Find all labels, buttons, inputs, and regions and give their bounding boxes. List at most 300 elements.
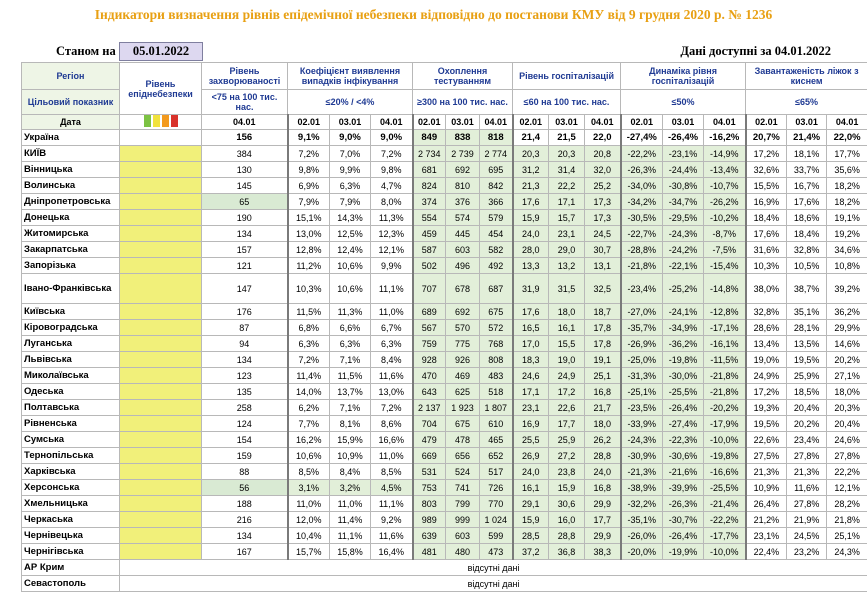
d-value-cell: -35,1% [621, 512, 663, 528]
o-value-cell: 20,3% [827, 400, 867, 416]
region-name: Одеська [22, 384, 120, 400]
t-value-cell: 669 [413, 448, 446, 464]
o-value-cell: 15,5% [746, 178, 787, 194]
table-row [22, 130, 867, 146]
h-value-cell: 16,0 [549, 512, 585, 528]
d-value-cell: -23,5% [621, 400, 663, 416]
t-value-cell: 799 [446, 496, 480, 512]
h-value-cell: 17,3 [585, 210, 621, 226]
t-value-cell: 567 [413, 320, 446, 336]
morbidity-cell: 159 [202, 448, 288, 464]
o-value-cell: 25,9% [787, 368, 827, 384]
header-testing: Охоплення тестуванням [413, 63, 513, 90]
d-value-cell: -25,2% [663, 274, 704, 304]
c-value-cell: 11,5% [288, 304, 330, 320]
region-name: Запорізька [22, 258, 120, 274]
o-value-cell: 18,1% [787, 146, 827, 162]
t-value-cell: 770 [480, 496, 513, 512]
c-value-cell: 9,0% [371, 130, 413, 146]
h-value-cell: 15,9 [513, 512, 549, 528]
o-value-cell: 18,5% [787, 384, 827, 400]
c-value-cell: 6,8% [288, 320, 330, 336]
d-value-cell: -30,8% [663, 178, 704, 194]
morbidity-cell: 121 [202, 258, 288, 274]
d-value-cell: -21,8% [621, 258, 663, 274]
o-value-cell: 17,2% [746, 146, 787, 162]
table-row [22, 304, 867, 320]
t-value-cell: 818 [480, 130, 513, 146]
level-cell [120, 146, 202, 162]
d-value-cell: -26,2% [704, 194, 746, 210]
c-value-cell: 11,5% [330, 368, 371, 384]
t-value-cell: 376 [446, 194, 480, 210]
morbidity-cell: 216 [202, 512, 288, 528]
t-value-cell: 687 [480, 274, 513, 304]
d-value-cell: -22,1% [663, 258, 704, 274]
h-value-cell: 20,3 [513, 146, 549, 162]
level-cell [120, 528, 202, 544]
level-cell [120, 226, 202, 242]
t-value-cell: 478 [446, 432, 480, 448]
level-cell [120, 242, 202, 258]
table-row [22, 146, 867, 162]
legend-swatch [153, 115, 160, 127]
h-value-cell: 17,3 [585, 194, 621, 210]
t-value-cell: 675 [446, 416, 480, 432]
morbidity-cell: 176 [202, 304, 288, 320]
o-value-cell: 22,6% [746, 432, 787, 448]
d-value-cell: -21,4% [704, 496, 746, 512]
target-hospitalization: ≤60 на 100 тис. нас. [513, 90, 621, 115]
h-value-cell: 38,3 [585, 544, 621, 560]
c-value-cell: 12,5% [330, 226, 371, 242]
t-value-cell: 675 [480, 304, 513, 320]
t-value-cell: 518 [480, 384, 513, 400]
d-value-cell: -26,4% [663, 400, 704, 416]
t-value-cell: 681 [413, 162, 446, 178]
h-value-cell: 24,0 [513, 464, 549, 480]
c-value-cell: 11,3% [371, 210, 413, 226]
o-value-cell: 19,0% [746, 352, 787, 368]
date-column-header: 04.01 [585, 115, 621, 130]
c-value-cell: 7,2% [288, 352, 330, 368]
missing-data-cell: відсутні дані [120, 560, 867, 576]
t-value-cell: 587 [413, 242, 446, 258]
c-value-cell: 16,4% [371, 544, 413, 560]
c-value-cell: 11,4% [288, 368, 330, 384]
c-value-cell: 15,9% [330, 432, 371, 448]
d-value-cell: -30,6% [663, 448, 704, 464]
d-value-cell: -8,7% [704, 226, 746, 242]
h-value-cell: 36,8 [549, 544, 585, 560]
h-value-cell: 25,2 [585, 178, 621, 194]
h-value-cell: 31,2 [513, 162, 549, 178]
table-row [22, 512, 867, 528]
h-value-cell: 15,7 [549, 210, 585, 226]
h-value-cell: 30,7 [585, 242, 621, 258]
h-value-cell: 18,0 [549, 304, 585, 320]
d-value-cell: -27,4% [621, 130, 663, 146]
level-cell [120, 210, 202, 226]
header-detection: Коефіцієнт виявлення випадків інфікування [288, 63, 413, 90]
o-value-cell: 27,8% [827, 448, 867, 464]
c-value-cell: 4,5% [371, 480, 413, 496]
d-value-cell: -17,7% [704, 528, 746, 544]
c-value-cell: 9,1% [288, 130, 330, 146]
o-value-cell: 17,6% [746, 226, 787, 242]
header-hosp-dynamics: Динаміка рівня госпіталізацій [621, 63, 746, 90]
header-date: Дата [22, 115, 120, 130]
level-cell [120, 432, 202, 448]
o-value-cell: 18,2% [827, 178, 867, 194]
d-value-cell: -36,2% [663, 336, 704, 352]
level-legend [120, 115, 202, 130]
t-value-cell: 366 [480, 194, 513, 210]
o-value-cell: 27,1% [827, 368, 867, 384]
level-cell [120, 130, 202, 146]
c-value-cell: 12,1% [371, 242, 413, 258]
o-value-cell: 31,6% [746, 242, 787, 258]
o-value-cell: 35,6% [827, 162, 867, 178]
c-value-cell: 9,2% [371, 512, 413, 528]
o-value-cell: 19,3% [746, 400, 787, 416]
h-value-cell: 17,7 [585, 512, 621, 528]
morbidity-cell: 190 [202, 210, 288, 226]
h-value-cell: 25,9 [549, 432, 585, 448]
d-value-cell: -26,4% [663, 528, 704, 544]
header-oxygen-beds: Завантаженість ліжок з киснем [746, 63, 867, 90]
c-value-cell: 8,6% [371, 416, 413, 432]
t-value-cell: 753 [413, 480, 446, 496]
c-value-cell: 6,3% [330, 336, 371, 352]
d-value-cell: -26,4% [663, 130, 704, 146]
t-value-cell: 465 [480, 432, 513, 448]
t-value-cell: 692 [446, 162, 480, 178]
o-value-cell: 32,6% [746, 162, 787, 178]
d-value-cell: -22,2% [621, 146, 663, 162]
h-value-cell: 23,8 [549, 464, 585, 480]
o-value-cell: 25,1% [827, 528, 867, 544]
h-value-cell: 26,9 [513, 448, 549, 464]
missing-data-cell: відсутні дані [120, 576, 867, 592]
t-value-cell: 479 [413, 432, 446, 448]
c-value-cell: 6,3% [330, 178, 371, 194]
level-cell [120, 416, 202, 432]
t-value-cell: 554 [413, 210, 446, 226]
h-value-cell: 15,9 [549, 480, 585, 496]
level-cell [120, 352, 202, 368]
c-value-cell: 7,2% [371, 400, 413, 416]
morbidity-cell: 135 [202, 384, 288, 400]
c-value-cell: 8,4% [330, 464, 371, 480]
o-value-cell: 33,7% [787, 162, 827, 178]
level-cell [120, 480, 202, 496]
o-value-cell: 23,1% [746, 528, 787, 544]
region-name: КИЇВ [22, 146, 120, 162]
t-value-cell: 2 137 [413, 400, 446, 416]
region-name: Кіровоградська [22, 320, 120, 336]
c-value-cell: 7,7% [288, 416, 330, 432]
table-row [22, 528, 867, 544]
c-value-cell: 10,6% [330, 274, 371, 304]
d-value-cell: -23,1% [663, 146, 704, 162]
d-value-cell: -35,7% [621, 320, 663, 336]
c-value-cell: 6,2% [288, 400, 330, 416]
table-row [22, 368, 867, 384]
d-value-cell: -30,0% [663, 368, 704, 384]
table-row [22, 352, 867, 368]
t-value-cell: 445 [446, 226, 480, 242]
d-value-cell: -24,4% [663, 162, 704, 178]
h-value-cell: 17,0 [513, 336, 549, 352]
t-value-cell: 579 [480, 210, 513, 226]
t-value-cell: 926 [446, 352, 480, 368]
c-value-cell: 11,4% [330, 512, 371, 528]
d-value-cell: -20,0% [621, 544, 663, 560]
o-value-cell: 10,5% [787, 258, 827, 274]
region-name: Закарпатська [22, 242, 120, 258]
t-value-cell: 374 [413, 194, 446, 210]
d-value-cell: -27,4% [663, 416, 704, 432]
c-value-cell: 16,6% [371, 432, 413, 448]
morbidity-cell: 188 [202, 496, 288, 512]
d-value-cell: -19,8% [704, 448, 746, 464]
t-value-cell: 656 [446, 448, 480, 464]
d-value-cell: -34,2% [621, 194, 663, 210]
d-value-cell: -24,3% [663, 226, 704, 242]
h-value-cell: 26,2 [585, 432, 621, 448]
region-name: АР Крим [22, 560, 120, 576]
t-value-cell: 775 [446, 336, 480, 352]
level-cell [120, 368, 202, 384]
t-value-cell: 1 807 [480, 400, 513, 416]
region-name: Волинська [22, 178, 120, 194]
t-value-cell: 570 [446, 320, 480, 336]
h-value-cell: 21,3 [513, 178, 549, 194]
c-value-cell: 12,8% [288, 242, 330, 258]
d-value-cell: -26,3% [663, 496, 704, 512]
h-value-cell: 28,8 [549, 528, 585, 544]
d-value-cell: -19,8% [663, 352, 704, 368]
d-value-cell: -31,3% [621, 368, 663, 384]
d-value-cell: -21,3% [621, 464, 663, 480]
d-value-cell: -22,3% [663, 432, 704, 448]
page-title: Індикатори визначення рівнів епідемічної небезпеки відповідно до постанови КМУ від 9 грудня 2020 р. № 1236 [94, 7, 773, 22]
table-row [22, 464, 867, 480]
c-value-cell: 3,2% [330, 480, 371, 496]
t-value-cell: 473 [480, 544, 513, 560]
o-value-cell: 39,2% [827, 274, 867, 304]
o-value-cell: 26,4% [746, 496, 787, 512]
as-of-date: 05.01.2022 [119, 42, 203, 61]
h-value-cell: 17,1 [513, 384, 549, 400]
header-hospitalization: Рівень госпіталізацій [513, 63, 621, 90]
t-value-cell: 454 [480, 226, 513, 242]
morbidity-cell: 130 [202, 162, 288, 178]
t-value-cell: 517 [480, 464, 513, 480]
o-value-cell: 34,6% [827, 242, 867, 258]
h-value-cell: 21,5 [549, 130, 585, 146]
region-name: Черкаська [22, 512, 120, 528]
t-value-cell: 726 [480, 480, 513, 496]
t-value-cell: 524 [446, 464, 480, 480]
t-value-cell: 692 [446, 304, 480, 320]
c-value-cell: 7,9% [288, 194, 330, 210]
o-value-cell: 20,4% [827, 416, 867, 432]
morbidity-cell: 123 [202, 368, 288, 384]
date-column-header: 02.01 [621, 115, 663, 130]
h-value-cell: 24,0 [585, 464, 621, 480]
as-of-label: Станом на [56, 44, 116, 58]
h-value-cell: 29,0 [549, 242, 585, 258]
table-row [22, 336, 867, 352]
header-region: Регіон [22, 63, 120, 90]
morbidity-cell: 65 [202, 194, 288, 210]
h-value-cell: 22,2 [549, 178, 585, 194]
c-value-cell: 10,6% [288, 448, 330, 464]
target-morbidity: <75 на 100 тис. нас. [202, 90, 288, 115]
c-value-cell: 6,3% [371, 336, 413, 352]
table-row [22, 384, 867, 400]
o-value-cell: 24,9% [746, 368, 787, 384]
region-name: Львівська [22, 352, 120, 368]
c-value-cell: 6,6% [330, 320, 371, 336]
c-value-cell: 9,9% [330, 162, 371, 178]
region-name: Івано-Франківська [22, 274, 120, 304]
t-value-cell: 603 [446, 528, 480, 544]
c-value-cell: 9,8% [371, 162, 413, 178]
table-row [22, 194, 867, 210]
o-value-cell: 22,2% [827, 464, 867, 480]
c-value-cell: 13,7% [330, 384, 371, 400]
d-value-cell: -24,2% [663, 242, 704, 258]
region-name: Миколаївська [22, 368, 120, 384]
target-hosp-dynamics: ≤50% [621, 90, 746, 115]
d-value-cell: -25,1% [621, 384, 663, 400]
morbidity-cell: 145 [202, 178, 288, 194]
c-value-cell: 11,0% [288, 496, 330, 512]
h-value-cell: 28,0 [513, 242, 549, 258]
d-value-cell: -15,4% [704, 258, 746, 274]
d-value-cell: -21,8% [704, 384, 746, 400]
o-value-cell: 17,7% [827, 146, 867, 162]
c-value-cell: 4,7% [371, 178, 413, 194]
h-value-cell: 25,1 [585, 368, 621, 384]
level-color-legend [144, 115, 178, 127]
table-row [22, 242, 867, 258]
d-value-cell: -14,9% [704, 146, 746, 162]
d-value-cell: -33,9% [621, 416, 663, 432]
h-value-cell: 16,9 [513, 416, 549, 432]
d-value-cell: -32,2% [621, 496, 663, 512]
t-value-cell: 842 [480, 178, 513, 194]
date-column-header: 02.01 [288, 115, 330, 130]
o-value-cell: 21,2% [746, 512, 787, 528]
c-value-cell: 11,0% [330, 496, 371, 512]
d-value-cell: -23,4% [621, 274, 663, 304]
region-name: Україна [22, 130, 120, 146]
c-value-cell: 11,6% [371, 528, 413, 544]
header-level: Рівень епіднебезпеки [120, 63, 202, 115]
c-value-cell: 13,0% [371, 384, 413, 400]
o-value-cell: 38,0% [746, 274, 787, 304]
table-row [22, 210, 867, 226]
t-value-cell: 480 [446, 544, 480, 560]
t-value-cell: 492 [480, 258, 513, 274]
d-value-cell: -10,0% [704, 544, 746, 560]
indicators-table [21, 62, 867, 592]
t-value-cell: 470 [413, 368, 446, 384]
date-column-header: 04.01 [827, 115, 867, 130]
d-value-cell: -19,9% [663, 544, 704, 560]
data-available-note: Дані доступні за 04.01.2022 [680, 44, 831, 58]
o-value-cell: 12,1% [827, 480, 867, 496]
table-row [22, 416, 867, 432]
legend-swatch [171, 115, 178, 127]
h-value-cell: 16,5 [513, 320, 549, 336]
region-name: Херсонська [22, 480, 120, 496]
c-value-cell: 7,2% [288, 146, 330, 162]
c-value-cell: 7,0% [330, 146, 371, 162]
morbidity-cell: 156 [202, 130, 288, 146]
d-value-cell: -34,7% [663, 194, 704, 210]
h-value-cell: 13,1 [585, 258, 621, 274]
t-value-cell: 625 [446, 384, 480, 400]
c-value-cell: 6,9% [288, 178, 330, 194]
t-value-cell: 599 [480, 528, 513, 544]
c-value-cell: 12,3% [371, 226, 413, 242]
c-value-cell: 11,1% [371, 274, 413, 304]
h-value-cell: 32,0 [585, 162, 621, 178]
region-name: Полтавська [22, 400, 120, 416]
h-value-cell: 18,0 [585, 416, 621, 432]
o-value-cell: 28,2% [827, 496, 867, 512]
region-name: Житомирська [22, 226, 120, 242]
t-value-cell: 689 [413, 304, 446, 320]
d-value-cell: -13,4% [704, 162, 746, 178]
region-name: Чернівецька [22, 528, 120, 544]
table-row [22, 320, 867, 336]
c-value-cell: 8,5% [288, 464, 330, 480]
d-value-cell: -22,7% [621, 226, 663, 242]
d-value-cell: -10,0% [704, 432, 746, 448]
t-value-cell: 574 [446, 210, 480, 226]
c-value-cell: 15,1% [288, 210, 330, 226]
o-value-cell: 10,9% [746, 480, 787, 496]
t-value-cell: 999 [446, 512, 480, 528]
t-value-cell: 496 [446, 258, 480, 274]
h-value-cell: 17,2 [549, 384, 585, 400]
c-value-cell: 9,9% [371, 258, 413, 274]
t-value-cell: 610 [480, 416, 513, 432]
h-value-cell: 20,8 [585, 146, 621, 162]
h-value-cell: 17,1 [549, 194, 585, 210]
date-column-header: 02.01 [413, 115, 446, 130]
o-value-cell: 13,5% [787, 336, 827, 352]
o-value-cell: 28,1% [787, 320, 827, 336]
c-value-cell: 8,5% [371, 464, 413, 480]
c-value-cell: 11,3% [330, 304, 371, 320]
h-value-cell: 28,8 [585, 448, 621, 464]
table-row [22, 400, 867, 416]
region-name: Сумська [22, 432, 120, 448]
t-value-cell: 768 [480, 336, 513, 352]
level-cell [120, 512, 202, 528]
o-value-cell: 18,2% [827, 194, 867, 210]
d-value-cell: -27,0% [621, 304, 663, 320]
morbidity-cell: 56 [202, 480, 288, 496]
table-row [22, 480, 867, 496]
